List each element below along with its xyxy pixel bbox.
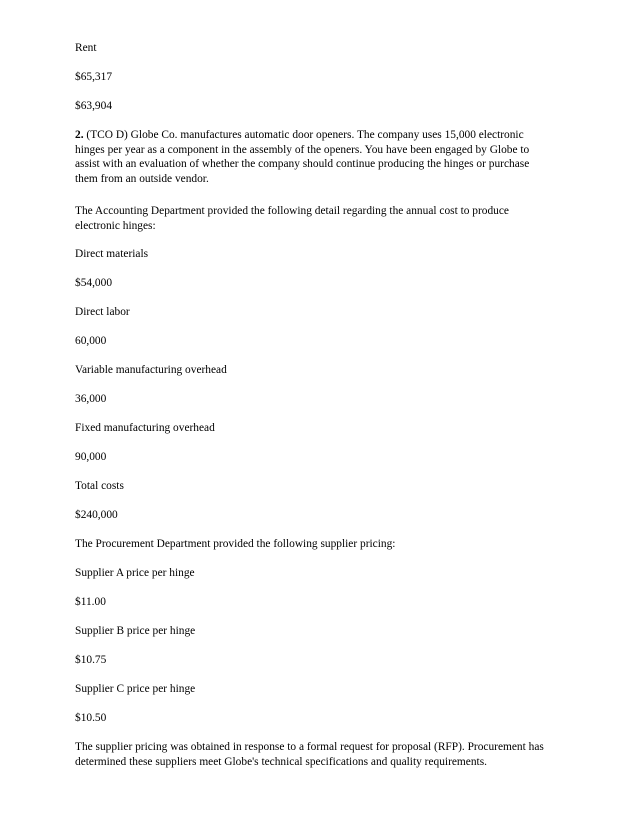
accounting-paragraph (75, 204, 575, 233)
procurement-intro: The Procurement Department provided the following supplier pricing: (75, 538, 396, 550)
variable-overhead-value: 36,000 (75, 393, 107, 405)
total-costs-label: Total costs (75, 480, 124, 492)
variable-overhead-label: Variable manufacturing overhead (75, 364, 227, 376)
question-2-paragraph (75, 128, 575, 186)
rfp-line-1: The supplier pricing was obtained in response to a formal request for proposal (RFP). Procurement has (75, 741, 544, 753)
question-2-line-1 (75, 128, 575, 143)
accounting-line-2: electronic hinges: (75, 219, 156, 232)
supplier-a-label: Supplier A price per hinge (75, 567, 195, 579)
supplier-c-label: Supplier C price per hinge (75, 683, 196, 695)
supplier-b-value: $10.75 (75, 654, 107, 666)
direct-materials-value: $54,000 (75, 277, 113, 289)
supplier-b-label: Supplier B price per hinge (75, 625, 196, 637)
accounting-line-1: The Accounting Department provided the following detail regarding the annual cost to produce (75, 205, 509, 217)
question-2-text-1: (TCO D) Globe Co. manufactures automatic door openers. The company uses 15,000 electronic (83, 129, 524, 141)
total-costs-value: $240,000 (75, 509, 118, 521)
question-number: 2. (75, 129, 84, 141)
direct-materials-label: Direct materials (75, 248, 149, 260)
rent-value-1: $65,317 (75, 71, 113, 83)
question-2-line-4: them from an outside vendor. (75, 172, 209, 185)
rent-label: Rent (75, 42, 97, 54)
supplier-c-value: $10.50 (75, 712, 107, 724)
question-2-line-2: hinges per year as a component in the assembly of the openers. You have been engaged by Globe to (75, 143, 530, 156)
direct-labor-label: Direct labor (75, 306, 130, 318)
rfp-line-2: determined these suppliers meet Globe's technical specifications and quality requirements. (75, 755, 487, 768)
fixed-overhead-label: Fixed manufacturing overhead (75, 422, 215, 434)
rent-value-2: $63,904 (75, 100, 113, 112)
supplier-a-value: $11.00 (75, 596, 106, 608)
rfp-paragraph (75, 740, 575, 769)
question-2-line-3: assist with an evaluation of whether the company should continue producing the hinges or purchase (75, 158, 530, 171)
direct-labor-value: 60,000 (75, 335, 107, 347)
fixed-overhead-value: 90,000 (75, 451, 107, 463)
